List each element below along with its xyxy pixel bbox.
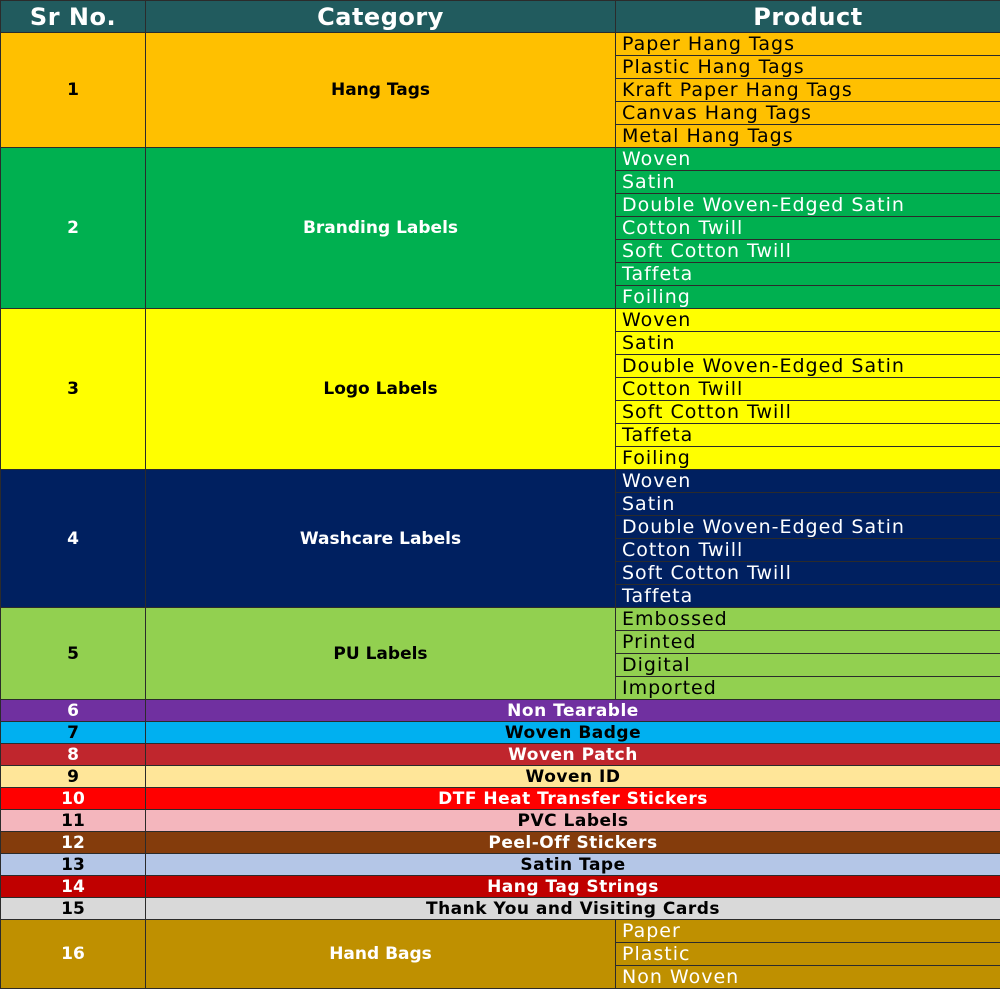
product-cell: Double Woven-Edged Satin xyxy=(616,194,1000,217)
table-row xyxy=(1,608,1000,631)
product-cell: Woven xyxy=(616,148,1000,171)
table-row xyxy=(1,766,1000,788)
product-cell: Cotton Twill xyxy=(616,378,1000,401)
product-cell: Double Woven-Edged Satin xyxy=(616,516,1000,539)
category-cell: DTF Heat Transfer Stickers xyxy=(146,788,1000,810)
product-cell: Satin xyxy=(616,332,1000,355)
table-row xyxy=(1,854,1000,876)
product-cell: Cotton Twill xyxy=(616,539,1000,562)
product-cell: Taffeta xyxy=(616,263,1000,286)
product-cell: Canvas Hang Tags xyxy=(616,102,1000,125)
sr-no-cell: 11 xyxy=(1,810,146,832)
header-product: Product xyxy=(616,1,1000,33)
sr-no-cell: 13 xyxy=(1,854,146,876)
sr-no-cell: 12 xyxy=(1,832,146,854)
category-cell: Peel-Off Stickers xyxy=(146,832,1000,854)
sr-no-cell: 15 xyxy=(1,898,146,920)
category-cell: Satin Tape xyxy=(146,854,1000,876)
table-row xyxy=(1,700,1000,722)
sr-no-cell: 3 xyxy=(1,309,146,470)
header-category: Category xyxy=(146,1,616,33)
product-cell: Soft Cotton Twill xyxy=(616,562,1000,585)
category-cell: Washcare Labels xyxy=(146,470,616,608)
product-cell: Foiling xyxy=(616,447,1000,470)
product-cell: Embossed xyxy=(616,608,1000,631)
header-row xyxy=(1,1,1000,33)
category-cell: PVC Labels xyxy=(146,810,1000,832)
sr-no-cell: 8 xyxy=(1,744,146,766)
product-cell: Taffeta xyxy=(616,424,1000,447)
product-cell: Plastic xyxy=(616,943,1000,966)
product-cell: Paper xyxy=(616,920,1000,943)
category-cell: Woven ID xyxy=(146,766,1000,788)
sr-no-cell: 1 xyxy=(1,33,146,148)
sr-no-cell: 9 xyxy=(1,766,146,788)
table-row xyxy=(1,33,1000,56)
product-cell: Taffeta xyxy=(616,585,1000,608)
category-cell: Woven Patch xyxy=(146,744,1000,766)
sr-no-cell: 14 xyxy=(1,876,146,898)
table-row xyxy=(1,722,1000,744)
category-cell: Hang Tag Strings xyxy=(146,876,1000,898)
product-cell: Imported xyxy=(616,677,1000,700)
product-cell: Printed xyxy=(616,631,1000,654)
product-cell: Non Woven xyxy=(616,966,1000,989)
product-cell: Satin xyxy=(616,171,1000,194)
product-cell: Metal Hang Tags xyxy=(616,125,1000,148)
table-row xyxy=(1,788,1000,810)
table-row xyxy=(1,148,1000,171)
category-cell: Thank You and Visiting Cards xyxy=(146,898,1000,920)
sr-no-cell: 7 xyxy=(1,722,146,744)
table-row xyxy=(1,810,1000,832)
category-cell: Non Tearable xyxy=(146,700,1000,722)
product-cell: Kraft Paper Hang Tags xyxy=(616,79,1000,102)
sr-no-cell: 5 xyxy=(1,608,146,700)
table-row xyxy=(1,898,1000,920)
category-cell: Woven Badge xyxy=(146,722,1000,744)
product-cell: Satin xyxy=(616,493,1000,516)
category-cell: Logo Labels xyxy=(146,309,616,470)
sr-no-cell: 16 xyxy=(1,920,146,989)
category-cell: PU Labels xyxy=(146,608,616,700)
sr-no-cell: 10 xyxy=(1,788,146,810)
table-row xyxy=(1,832,1000,854)
product-cell: Foiling xyxy=(616,286,1000,309)
table-body xyxy=(1,33,1000,989)
category-cell: Branding Labels xyxy=(146,148,616,309)
product-cell: Digital xyxy=(616,654,1000,677)
product-cell: Double Woven-Edged Satin xyxy=(616,355,1000,378)
product-cell: Soft Cotton Twill xyxy=(616,401,1000,424)
table-row xyxy=(1,744,1000,766)
category-cell: Hang Tags xyxy=(146,33,616,148)
product-cell: Plastic Hang Tags xyxy=(616,56,1000,79)
table-row xyxy=(1,309,1000,332)
product-cell: Woven xyxy=(616,309,1000,332)
product-cell: Paper Hang Tags xyxy=(616,33,1000,56)
sr-no-cell: 2 xyxy=(1,148,146,309)
product-cell: Soft Cotton Twill xyxy=(616,240,1000,263)
table-row xyxy=(1,920,1000,943)
header-sr-no: Sr No. xyxy=(1,1,146,33)
sr-no-cell: 4 xyxy=(1,470,146,608)
category-cell: Hand Bags xyxy=(146,920,616,989)
product-cell: Woven xyxy=(616,470,1000,493)
sr-no-cell: 6 xyxy=(1,700,146,722)
table-row xyxy=(1,470,1000,493)
table-row xyxy=(1,876,1000,898)
product-cell: Cotton Twill xyxy=(616,217,1000,240)
